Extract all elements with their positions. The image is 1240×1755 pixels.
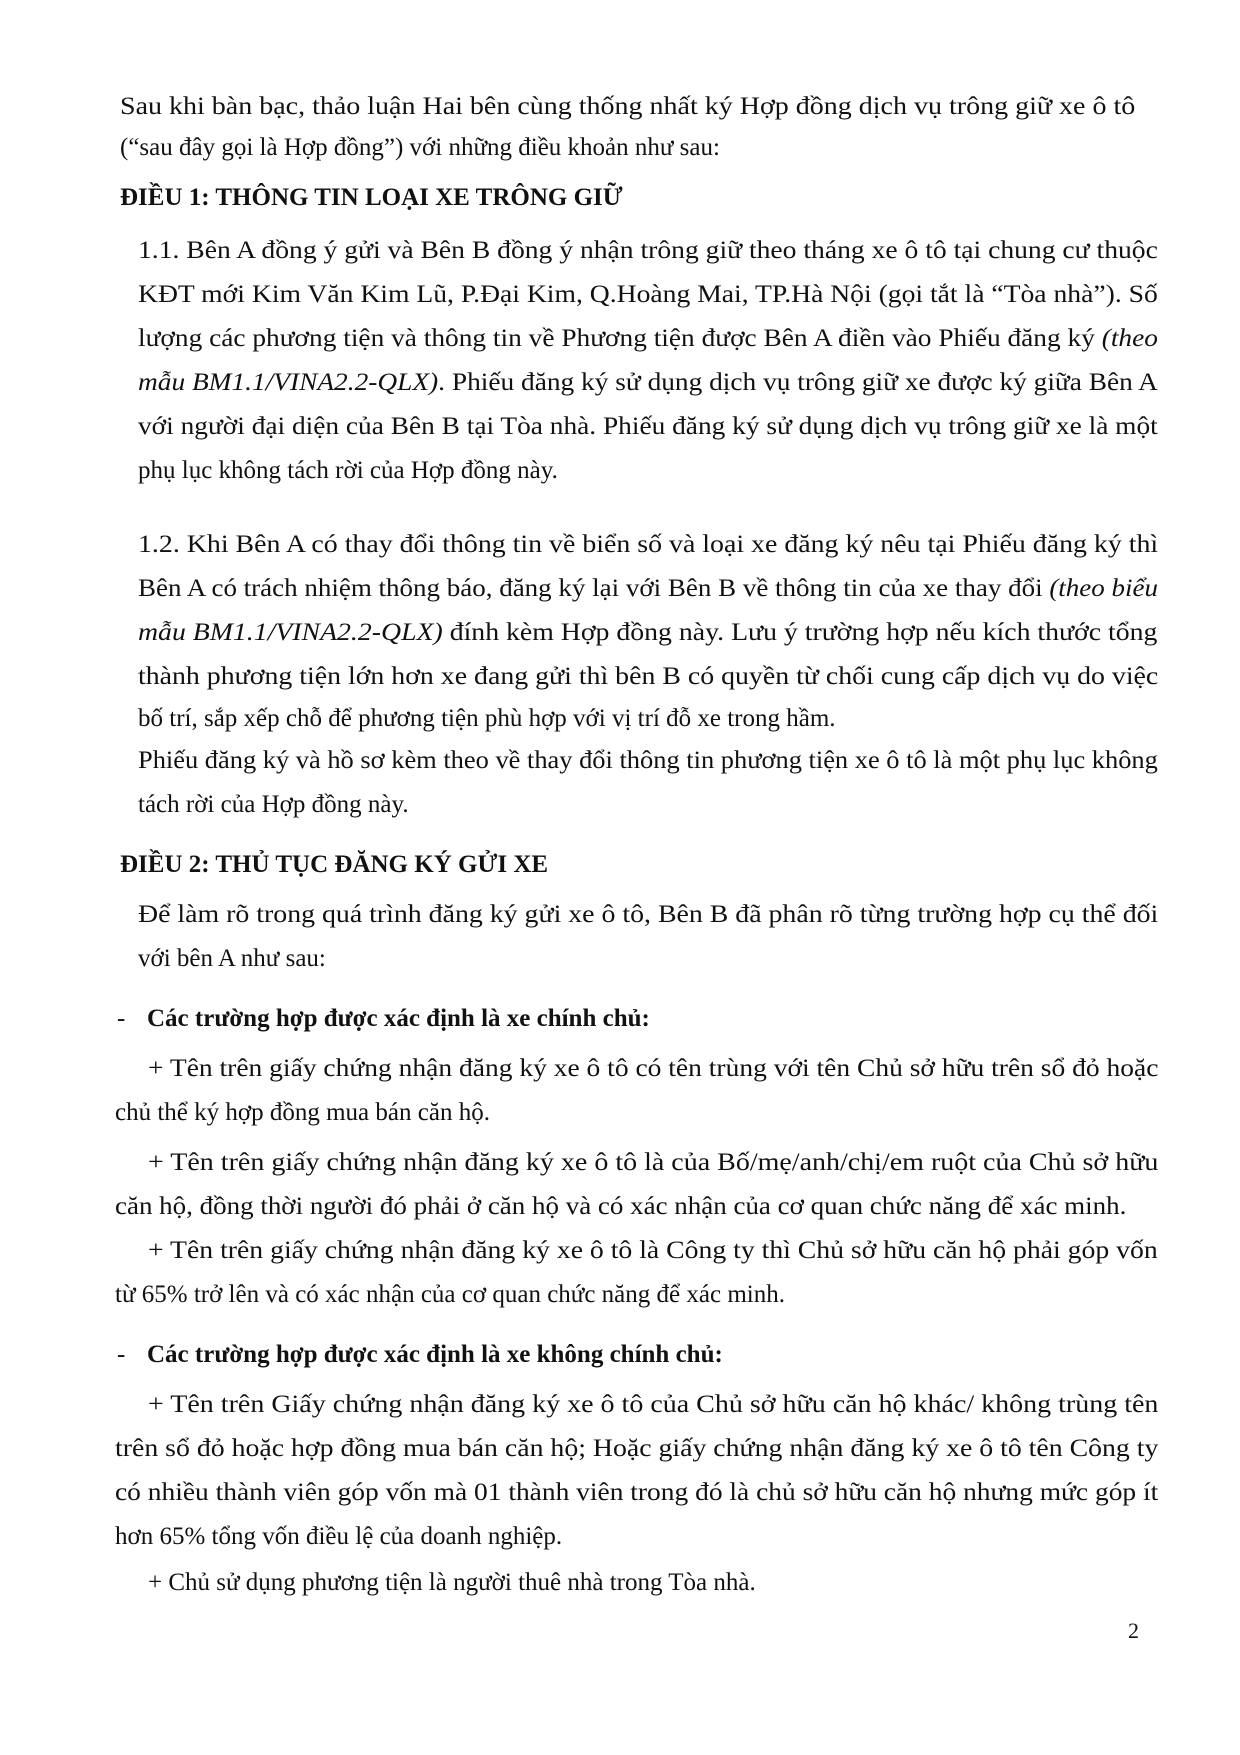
non-owner-case-line: có nhiều thành viên góp vốn mà 01 thành viên trong đó là chủ sở hữu căn hộ nhưng mức góp ít (115, 1479, 1159, 1506)
owner-case-line: + Tên trên giấy chứng nhận đăng ký xe ô tô là của Bố/mẹ/anh/chị/em ruột của Chủ sở hữu (148, 1149, 1159, 1176)
owner-cases-title: Các trường hợp được xác định là xe chính chủ: (147, 1005, 650, 1032)
page-number: 2 (1128, 1618, 1139, 1643)
italic-form-reference: mẫu BM1.1/VINA2.2-QLX) (138, 619, 443, 646)
article-2-intro-line: Để làm rõ trong quá trình đăng ký gửi xe ô tô, Bên B đã phân rõ từng trường hợp cụ thể đối (138, 901, 1159, 928)
bullet-dash: - (117, 1005, 126, 1032)
clause-1-1-line (138, 326, 1158, 351)
clause-1-1-line: với người đại diện của Bên B tại Tòa nhà. Phiếu đăng ký sử dụng dịch vụ trông giữ xe là một (138, 413, 1158, 440)
non-owner-cases-title: Các trường hợp được xác định là xe không chính chủ: (147, 1341, 723, 1368)
owner-case-line: từ 65% trở lên và có xác nhận của cơ quan chức năng để xác minh. (115, 1281, 785, 1308)
italic-form-reference: mẫu BM1.1/VINA2.2-QLX) (138, 369, 439, 396)
non-owner-cases-title-line (117, 1342, 723, 1367)
text-run: đính kèm Hợp đồng này. Lưu ý trường hợp nếu kích thước tổng (442, 619, 1158, 646)
article-2-heading: ĐIỀU 2: THỦ TỤC ĐĂNG KÝ GỬI XE (120, 851, 549, 878)
clause-1-2-line: Phiếu đăng ký và hồ sơ kèm theo về thay đổi thông tin phương tiện xe ô tô là một phụ lục không (138, 747, 1158, 774)
owner-case-line: căn hộ, đồng thời người đó phải ở căn hộ và có xác nhận của cơ quan chức năng để xác minh. (115, 1193, 1127, 1220)
non-owner-case-line: hơn 65% tổng vốn điều lệ của doanh nghiệp. (115, 1523, 563, 1550)
article-1-heading: ĐIỀU 1: THÔNG TIN LOẠI XE TRÔNG GIỮ (120, 184, 623, 211)
text-run: lượng các phương tiện và thông tin về Phương tiện được Bên A điền vào Phiếu đăng ký (138, 325, 1102, 352)
clause-1-2-line: bố trí, sắp xếp chỗ để phương tiện phù hợp với vị trí đỗ xe trong hầm. (138, 705, 836, 732)
clause-1-1-line (138, 370, 1158, 395)
owner-case-line: + Tên trên giấy chứng nhận đăng ký xe ô tô là Công ty thì Chủ sở hữu căn hộ phải góp vốn (148, 1237, 1158, 1264)
clause-1-2-line: tách rời của Hợp đồng này. (138, 791, 409, 818)
owner-cases-title-line (117, 1006, 650, 1031)
clause-1-2-line (138, 576, 1158, 601)
non-owner-case-line: trên sổ đỏ hoặc hợp đồng mua bán căn hộ; Hoặc giấy chứng nhận đăng ký xe ô tô tên Công ty (115, 1435, 1159, 1462)
clause-1-1-line: KĐT mới Kim Văn Kim Lũ, P.Đại Kim, Q.Hoàng Mai, TP.Hà Nội (gọi tắt là “Tòa nhà”). Số (138, 281, 1158, 308)
italic-form-reference: (theo biểu (1049, 575, 1158, 602)
article-2-intro-line: với bên A như sau: (138, 945, 326, 972)
clause-1-1-line: 1.1. Bên A đồng ý gửi và Bên B đồng ý nhận trông giữ theo tháng xe ô tô tại chung cư thuộc (138, 237, 1158, 264)
intro-line: Sau khi bàn bạc, thảo luận Hai bên cùng thống nhất ký Hợp đồng dịch vụ trông giữ xe ô tô (120, 93, 1136, 120)
clause-1-2-line: 1.2. Khi Bên A có thay đổi thông tin về biển số và loại xe đăng ký nêu tại Phiếu đăng ký thì (138, 531, 1159, 558)
clause-1-2-line: thành phương tiện lớn hơn xe đang gửi thì bên B có quyền từ chối cung cấp dịch vụ do việc (138, 663, 1159, 690)
intro-line: (“sau đây gọi là Hợp đồng”) với những điều khoản như sau: (120, 134, 720, 161)
text-run: . Phiếu đăng ký sử dụng dịch vụ trông giữ xe được ký giữa Bên A (438, 369, 1158, 396)
non-owner-case-line: + Tên trên Giấy chứng nhận đăng ký xe ô tô của Chủ sở hữu căn hộ khác/ không trùng tên (148, 1391, 1159, 1418)
non-owner-case-line: + Chủ sử dụng phương tiện là người thuê nhà trong Tòa nhà. (148, 1569, 756, 1596)
italic-form-reference: (theo (1101, 325, 1158, 352)
clause-1-2-line (138, 620, 1157, 645)
text-run: Bên A có trách nhiệm thông báo, đăng ký lại với Bên B về thông tin của xe thay đổi (138, 575, 1050, 602)
bullet-dash: - (117, 1341, 126, 1368)
clause-1-1-line: phụ lục không tách rời của Hợp đồng này. (138, 457, 558, 484)
owner-case-line: chủ thể ký hợp đồng mua bán căn hộ. (115, 1099, 490, 1126)
owner-case-line: + Tên trên giấy chứng nhận đăng ký xe ô tô có tên trùng với tên Chủ sở hữu trên sổ đỏ hoặc (148, 1055, 1159, 1082)
